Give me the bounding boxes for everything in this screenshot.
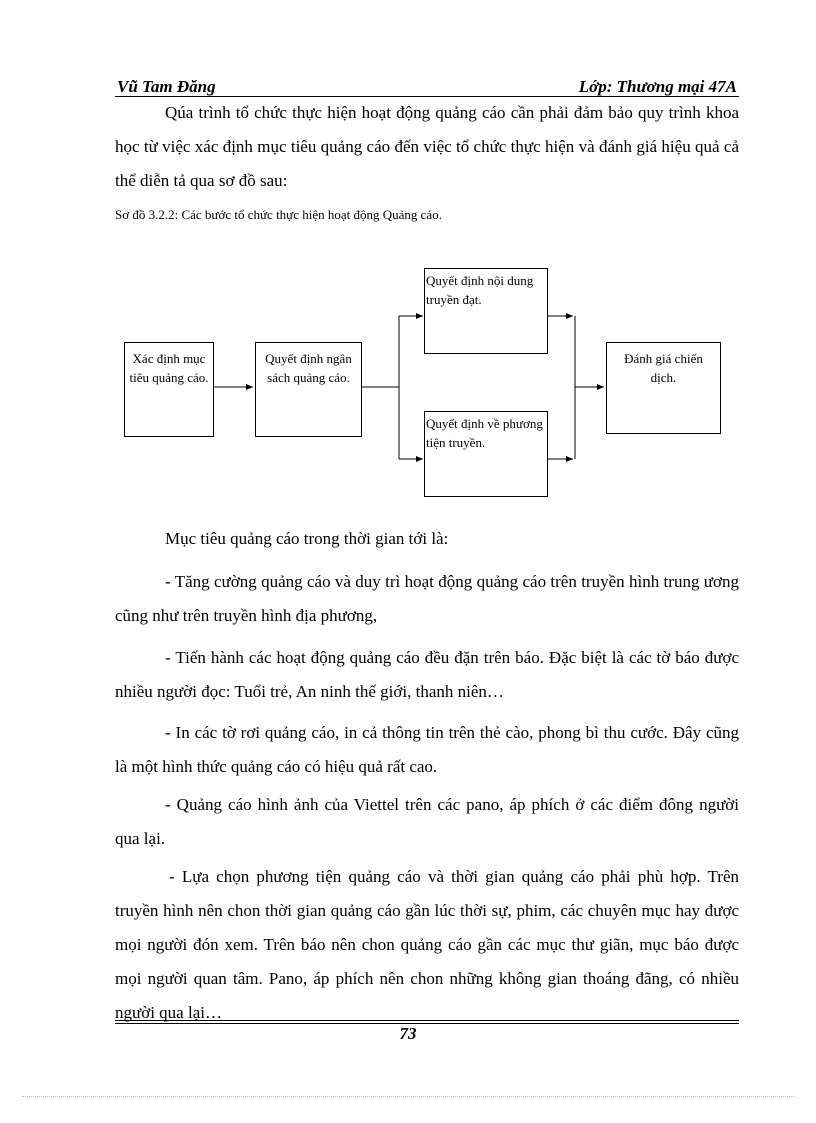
intro-paragraph: Qúa trình tổ chức thực hiện hoạt động quảng cáo cần phải đảm bảo quy trình khoa học từ việc xác định mục tiêu quảng cáo đến việc tổ chức thực hiện và đánh giá hiệu quả cả thể diễn tả qua sơ đồ sau: <box>115 103 739 190</box>
box-define-objectives: Xác định mục tiêu quảng cáo. <box>124 342 214 437</box>
box-budget-decision: Quyết định ngân sách quảng cáo. <box>255 342 362 437</box>
box-campaign-evaluation: Đánh giá chiến dịch. <box>606 342 721 434</box>
box-media-decision: Quyết định về phương tiện truyền. <box>424 411 548 497</box>
footer-divider <box>115 1020 739 1021</box>
bullet-item: - Quảng cáo hình ảnh của Viettel trên các pano, áp phích ở các điểm đông người qua lại. <box>115 795 739 848</box>
bullet-item: - Tăng cường quảng cáo và duy trì hoạt động quảng cáo trên truyền hình trung ương cũng như trên truyền hình địa phương, <box>115 572 739 625</box>
bullet-item: - In các tờ rơi quảng cáo, in cả thông tin trên thẻ cào, phong bì thu cước. Đây cũng là một hình thức quảng cáo có hiệu quả rất cao. <box>115 723 739 776</box>
page-edge-dotted-line <box>22 1096 794 1097</box>
author-name: Vũ Tam Đăng <box>117 77 216 96</box>
goals-heading: Mục tiêu quảng cáo trong thời gian tới là: <box>165 529 449 548</box>
diagram-caption: Sơ đồ 3.2.2: Các bước tổ chức thực hiện hoạt động Quảng cáo. <box>115 207 442 222</box>
class-name: Lớp: Thương mại 47A <box>578 77 737 96</box>
bullet-item: - Lựa chọn phương tiện quảng cáo và thời gian quảng cáo phải phù hợp. Trên truyền hình nên chon thời gian quảng cáo gần lúc thời sự, phim, các chuyên mục hay được mọi người đón xem. Trên báo nên chon quảng cáo gần các mục thư giãn, mục báo được mọi người quan tâm. Pano, áp phích nên chon những không gian thoáng đãng, có nhiều người qua lại… <box>115 867 739 1022</box>
bullet-item: - Tiến hành các hoạt động quảng cáo đều đặn trên báo. Đặc biệt là các tờ báo được nhiều người đọc: Tuổi trẻ, An ninh thế giới, thanh niên… <box>115 648 739 701</box>
box-content-decision: Quyết định nội dung truyền đạt. <box>424 268 548 354</box>
page-number: 73 <box>399 1024 417 1043</box>
